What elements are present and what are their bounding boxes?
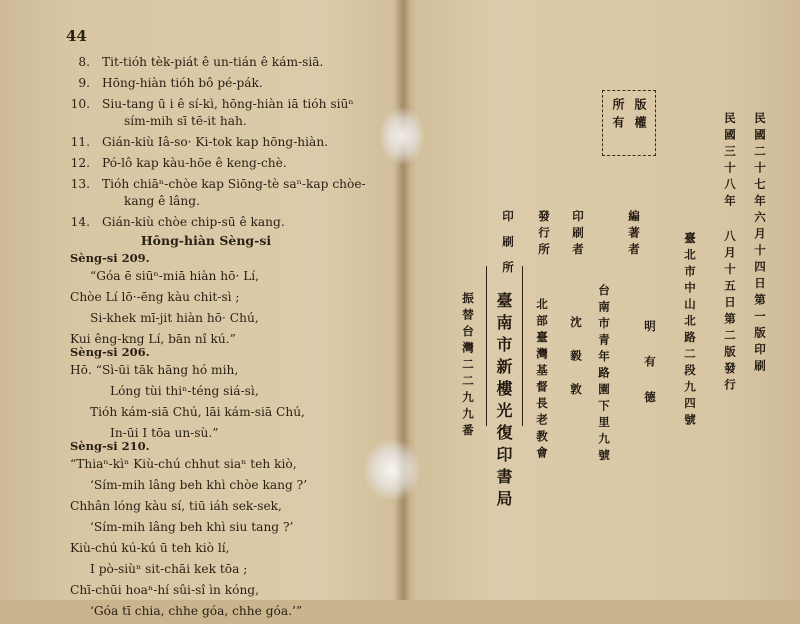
- hymn-verse: [70, 362, 390, 446]
- paper-stain: [380, 108, 424, 164]
- copyright-text: 所有: [611, 98, 625, 134]
- bracket-line: [486, 266, 487, 426]
- numbered-list: [56, 54, 376, 235]
- list-item: 10. Siu-tang ū i ê sí-kì, hōng-hiàn iā tióh siūⁿ sím-mih sī tē-it hah.: [70, 97, 354, 128]
- publisher-name: 北部臺灣基督長老教會: [535, 298, 549, 463]
- verse-line: ‘Góa tī chia, chhe góa, chhe góa.’”: [90, 604, 303, 618]
- list-item: 12. Pó-lô kap kàu-hōe ê keng-chè.: [70, 156, 287, 170]
- print-shop-label: 印刷所: [501, 210, 515, 287]
- verse-line: “Góa ē siūⁿ-miā hiàn hō· Lí,: [90, 269, 260, 283]
- verse-line: I pò-siùⁿ sit-chāi kek tōa ;: [90, 562, 248, 576]
- verse-line: Si-khek mī-jit hiàn hō· Chú,: [90, 311, 259, 325]
- hymn-verse: [70, 456, 390, 624]
- paper-stain: [364, 440, 420, 500]
- verse-line: Kui êng-kng Lí, bān nî kú.”: [70, 332, 236, 346]
- section-title: Hōng-hiàn Sèng-si: [140, 233, 272, 248]
- colophon-page: [420, 0, 800, 600]
- verse-line: ‘Sím-mih lâng beh khì chòe kang ?’: [90, 478, 308, 492]
- list-item: 9. Hōng-hiàn tióh bô pé-pák.: [78, 76, 263, 90]
- verse-line: Chhân lóng kàu sí, tiū iáh sek-sek,: [70, 499, 282, 513]
- verse-line: ‘Sím-mih lâng beh khì siu tang ?’: [90, 520, 294, 534]
- postal-account: 振替台灣二二九九番: [461, 292, 475, 441]
- hymn-verse: [70, 268, 390, 352]
- editor-name: 明有德: [643, 320, 657, 427]
- verse-line: Chī-chūi hoaⁿ-hí sûi-sî ìn kóng,: [70, 583, 259, 597]
- verse-line: In-ūi I tōa un-sù.”: [110, 426, 219, 440]
- verse-line: Tióh kám-siā Chú, lāi kám-siā Chú,: [90, 405, 305, 419]
- list-item: 11. Gián-kiù Iâ-so· Ki-tok kap hōng-hiàn.: [70, 135, 329, 149]
- editor-label: 編著者: [627, 210, 641, 260]
- verse-line: Chòe Lí lō·-ēng kàu chit-sì ;: [70, 290, 240, 304]
- list-item: 13. Tióh chiāⁿ-chòe kap Siōng-tè saⁿ-kap chòe- kang ê lâng.: [70, 177, 366, 208]
- page-number: 44: [66, 27, 87, 45]
- printer-label: 印刷者: [571, 210, 585, 260]
- bracket-line: [522, 266, 523, 426]
- printer-name: 沈毅敦: [569, 316, 583, 417]
- list-item: 8. Tit-tióh tèk-piát ê un-tián ê kám-siā.: [78, 55, 324, 69]
- hymn-heading: Sèng-si 209.: [70, 251, 150, 265]
- left-page: [56, 24, 396, 618]
- editor-address: 臺北市中山北路二段九四號: [683, 232, 697, 430]
- verse-line: “Thiaⁿ-kìⁿ Kiù-chú chhut siaⁿ teh kiò,: [70, 457, 297, 471]
- verse-line: Hō. “Sì-ūi tāk hāng hó mih,: [70, 363, 239, 377]
- publisher-label: 發行所: [537, 210, 551, 260]
- verse-line: Kiù-chú kú-kú ū teh kiò lí,: [70, 541, 230, 555]
- list-item: 14. Gián-kiù chòe chip-sū ê kang.: [70, 215, 285, 229]
- copyright-text: 版權: [633, 98, 647, 134]
- verse-line: Lóng tùi thiⁿ-téng siá-sì,: [110, 384, 259, 398]
- hymn-heading: Sèng-si 206.: [70, 345, 150, 359]
- printer-address: 台南市青年路園下里九號: [597, 284, 611, 466]
- book-gutter: [396, 0, 410, 600]
- hymn-heading: Sèng-si 210.: [70, 439, 150, 453]
- first-print-date: 民國二十七年六月十四日第一版印刷: [753, 112, 767, 376]
- print-shop-name: 臺南市新樓光復印書局: [494, 292, 513, 512]
- second-print-date: 民國三十八年 八月十五日第二版發行: [723, 112, 737, 395]
